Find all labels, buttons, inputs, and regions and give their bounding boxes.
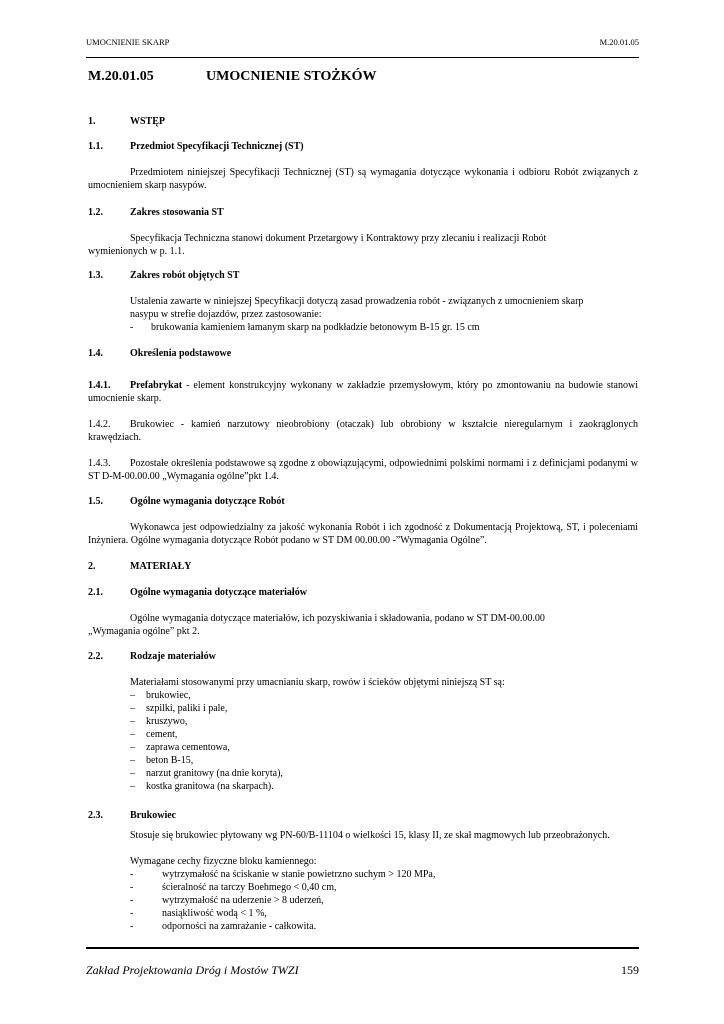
paragraph-text: Wymagane cechy fizyczne bloku kamiennego: [130, 856, 317, 867]
document-code: M.20.01.05 [88, 69, 154, 84]
list-item-text: nasiąkliwość wodą < 1 %, [162, 908, 267, 919]
section-title: Zakres robót objętych ST [130, 270, 240, 281]
list-dash: – [130, 742, 135, 753]
list-item-text: ścieralność na tarczy Boehmego < 0,40 cm, [162, 882, 337, 893]
section-title: Brukowiec [130, 810, 177, 821]
paragraph-line: Specyfikacja Techniczna stanowi dokument Przetargowy i Kontraktowy przy zlecaniu i realizacji Robót [130, 233, 547, 244]
section-title: WSTĘP [130, 116, 166, 127]
scope-bullet [88, 321, 638, 334]
requirements-title [88, 855, 638, 868]
definition-1-4-1 [88, 379, 638, 405]
list-dash: - [130, 882, 134, 893]
section-number: 1. [88, 116, 96, 127]
section-title: Rodzaje materiałów [130, 651, 216, 662]
definition-term: Prefabrykat [130, 380, 183, 391]
section-title: Przedmiot Specyfikacji Technicznej (ST) [130, 141, 304, 152]
list-dash: – [130, 703, 135, 714]
list-dash: – [130, 716, 135, 727]
section-2-2-intro [88, 676, 638, 689]
paragraph-line: Ogólne wymagania dotyczące materiałów, ich pozyskiwania i składowania, podano w ST DM-00.00.00 [130, 613, 545, 624]
definition-number: 1.4.2. [88, 419, 111, 430]
definition-text: Brukowiec - kamień narzutowy nieobrobiony (otaczak) lub obrobiony w kształcie nieregularnym i zaokrąglonych krawędziach. [88, 419, 638, 443]
bullet-text: brukowania kamieniem łamanym skarp na podkładzie betonowym B-15 gr. 15 cm [151, 322, 480, 333]
section-title: Zakres stosowania ST [130, 207, 224, 218]
section-number: 1.1. [88, 141, 103, 152]
section-number: 1.5. [88, 496, 103, 507]
section-1-5-paragraph [88, 521, 638, 547]
list-dash: – [130, 755, 135, 766]
list-item-text: wytrzymałość na ściskanie w stanie powietrzno suchym > 120 MPa, [162, 869, 436, 880]
section-number: 1.2. [88, 207, 103, 218]
section-1-2-paragraph [88, 232, 638, 258]
section-title: Ogólne wymagania dotyczące materiałów [130, 587, 307, 598]
list-item-text: beton B-15, [146, 755, 194, 766]
section-2-1-paragraph [88, 612, 638, 638]
section-number: 1.3. [88, 270, 103, 281]
paragraph-text: Wykonawca jest odpowiedzialny za jakość wykonania Robót i ich zgodność z Dokumentacją Projektową, ST, i poleceniami Inżyniera. Ogólne wymagania dotyczące Robót podano w ST DM 00.00.00 -”Wymagania Ogólne”. [88, 522, 638, 546]
section-title: Ogólne wymagania dotyczące Robót [130, 496, 285, 507]
paragraph-text: Przedmiotem niniejszej Specyfikacji Technicznej (ST) są wymagania dotyczące wykonania i odbioru Robót związanych z umocnieniem skarp nasypów. [88, 167, 638, 191]
list-dash: - [130, 895, 134, 906]
list-item-text: narzut granitowy (na dnie koryta), [146, 768, 283, 779]
definition-1-4-3 [88, 457, 638, 483]
definition-number: 1.4.1. [88, 380, 111, 391]
list-dash: – [130, 781, 135, 792]
list-dash: – [130, 729, 135, 740]
section-1-3-paragraph [88, 295, 638, 334]
section-title: MATERIAŁY [130, 561, 192, 572]
list-item-text: szpilki, paliki i pale, [146, 703, 228, 714]
definition-1-4-2 [88, 418, 638, 444]
list-dash: - [130, 908, 134, 919]
list-dash: – [130, 768, 135, 779]
list-dash: - [130, 869, 134, 880]
paragraph-text: Materiałami stosowanymi przy umacnianiu skarp, rowów i ścieków objętymi niniejszą ST są: [130, 677, 505, 688]
header-rule [86, 57, 639, 58]
list-item-text: odporności na zamrażanie - całkowita. [162, 921, 317, 932]
section-number: 2.1. [88, 587, 103, 598]
section-number: 2.3. [88, 810, 103, 821]
footer-rule [86, 947, 639, 949]
document-title: UMOCNIENIE STOŻKÓW [206, 69, 377, 84]
section-number: 2.2. [88, 651, 103, 662]
definition-text: - element konstrukcyjny wykonany w zakładzie przemysłowym, który po zmontowaniu na budowie stanowi umocnienie skarp. [88, 380, 638, 404]
paragraph-line: nasypu w strefie dojazdów, przez zastosowanie: [130, 309, 322, 320]
list-dash: - [130, 921, 134, 932]
running-header-left: UMOCNIENIE SKARP [86, 37, 170, 47]
section-title: Określenia podstawowe [130, 348, 232, 359]
definition-text: Pozostałe określenia podstawowe są zgodne z obowiązującymi, odpowiednimi polskimi normami i z definicjami podanymi w ST D-M-00.00.00 „Wymagania ogólne”pkt 1.4. [88, 458, 638, 482]
paragraph-line: „Wymagania ogólne” pkt 2. [88, 626, 200, 637]
paragraph-text: Stosuje się brukowiec płytowany wg PN-60/B-11104 o wielkości 15, klasy II, ze skał magmowych lub przeobrażonych. [130, 830, 610, 841]
list-item-text: wytrzymałość na uderzenie > 8 uderzeń, [162, 895, 324, 906]
section-number: 2. [88, 561, 96, 572]
footer-organization: Zakład Projektowania Dróg i Mostów TWZI [86, 963, 299, 977]
running-header-right: M.20.01.05 [599, 37, 639, 47]
list-item-text: brukowiec, [146, 690, 191, 701]
list-item-text: cement, [146, 729, 178, 740]
bullet-dash: - [130, 322, 134, 333]
list-item-text: zaprawa cementowa, [146, 742, 230, 753]
list-item-text: kruszywo, [146, 716, 188, 727]
section-1-1-paragraph [88, 166, 638, 192]
list-dash: – [130, 690, 135, 701]
section-number: 1.4. [88, 348, 103, 359]
section-2-3-paragraph [88, 829, 638, 842]
paragraph-line: wymienionych w p. 1.1. [88, 246, 185, 257]
definition-number: 1.4.3. [88, 458, 111, 469]
paragraph-line: Ustalenia zawarte w niniejszej Specyfikacji dotyczą zasad prowadzenia robót - związanych z umocnieniem skarp [130, 296, 584, 307]
page-number: 159 [621, 963, 639, 977]
list-item-text: kostka granitowa (na skarpach). [146, 781, 274, 792]
